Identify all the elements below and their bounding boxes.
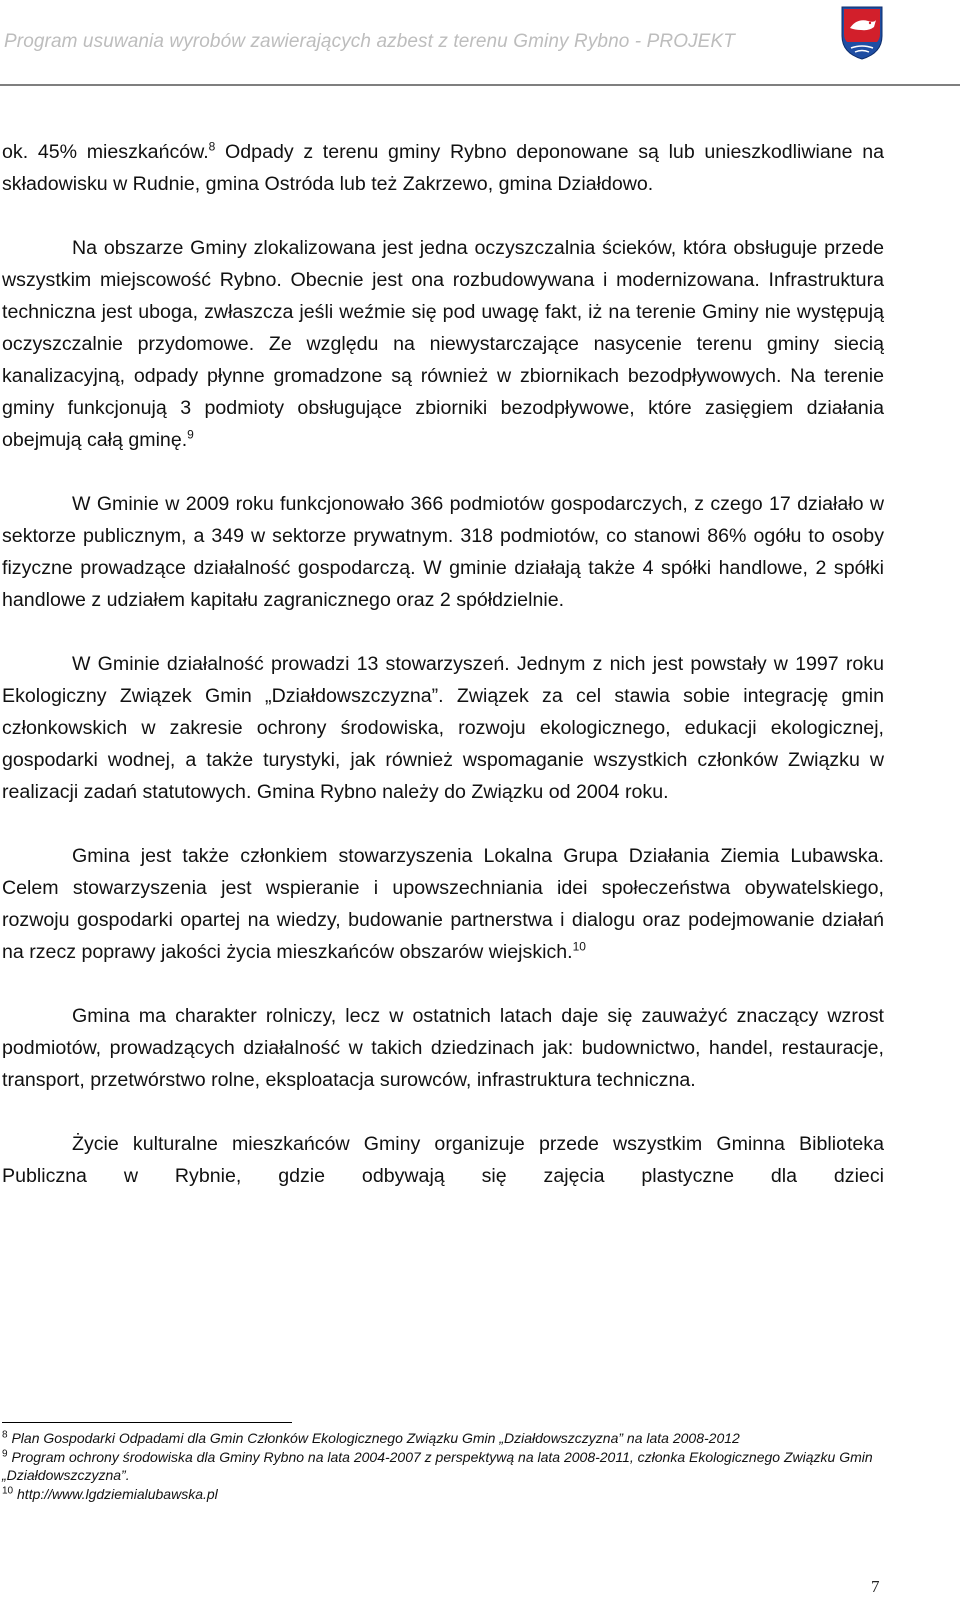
header-divider [0,84,960,86]
footnote-number: 8 [2,1429,8,1441]
footnote-link[interactable]: http://www.lgdziemialubawska.pl [17,1485,218,1502]
paragraph [2,840,884,968]
footnote [2,1448,882,1485]
paragraph-text: Odpady z terenu gminy Rybno deponowane są lub unieszkodliwiane na składowisku w Rudnie, gmina Ostróda lub też Zakrzewo, gmina Działdowo. [2,141,884,195]
footnote-ref: 10 [572,939,586,954]
footnote-divider [2,1422,292,1423]
paragraph-text: Gmina ma charakter rolniczy, lecz w ostatnich latach daje się zauważyć znaczący wzrost podmiotów, prowadzących działalność w takich dziedzinach jak: budownictwo, handel, restauracje, transport, przetwórstwo rolne, eksploatacja surowców, infrastruktura techniczna. [2,1005,884,1091]
header-title: Program usuwania wyrobów zawierających azbest z terenu Gminy Rybno - PROJEKT [4,31,735,52]
paragraph [2,232,884,456]
paragraph [2,488,884,616]
footnote-number: 10 [2,1484,14,1496]
paragraph [2,1000,884,1096]
paragraph-text: Życie kulturalne mieszkańców Gminy organizuje przede wszystkim Gminna Biblioteka Publiczna w Rybnie, gdzie odbywają się zajęcia plastyczne dla dzieci [2,1133,884,1187]
paragraph-text: W Gminie działalność prowadzi 13 stowarzyszeń. Jednym z nich jest powstały w 1997 roku Ekologiczny Związek Gmin „Działdowszczyzna”. Związek za cel stawia sobie integrację gmin członkowskich w zakresie ochrony środowiska, rozwoju ekologicznego, edukacji ekologicznej, gospodarki wodnej, a także turystyki, jak również wspomaganie wszystkich członków Związku w realizacji zadań statutowych. Gmina Rybno należy do Związku od 2004 roku. [2,653,884,803]
document-body [2,136,884,1224]
paragraph-text: Gmina jest także członkiem stowarzyszenia Lokalna Grupa Działania Ziemia Lubawska. Celem stowarzyszenia jest wspieranie i upowszechniania idei społeczeństwa obywatelskiego, rozwoju gospodarki opartej na wiedzy, budowanie partnerstwa i dialogu oraz podejmowanie działań na rzecz poprawy jakości życia mieszkańców obszarów wiejskich. [2,845,884,963]
page-header [0,0,960,86]
footnote-ref: 9 [187,427,194,442]
page-number: 7 [871,1577,880,1596]
paragraph-text: W Gminie w 2009 roku funkcjonowało 366 podmiotów gospodarczych, z czego 17 działało w sektorze publicznym, a 349 w sektorze prywatnym. 318 podmiotów, co stanowi 86% ogółu to osoby fizyczne prowadzące działalność gospodarczą. W gminie działają także 4 spółki handlowe, 2 spółki handlowe z udziałem kapitału zagranicznego oraz 2 spółdzielnie. [2,493,884,611]
footnote-text: Plan Gospodarki Odpadami dla Gmin Członków Ekologicznego Związku Gmin „Działdowszczyzna” na lata 2008-2012 [11,1430,740,1446]
paragraph [2,1128,884,1192]
footnote-number: 9 [2,1447,8,1459]
footnote-text: Program ochrony środowiska dla Gminy Rybno na lata 2004-2007 z perspektywą na lata 2008-2011, członka Ekologicznego Związku Gmin „Działdowszczyzna”. [2,1448,873,1483]
paragraph [2,648,884,808]
coat-of-arms-icon [841,6,883,60]
footnotes [2,1429,882,1503]
paragraph [2,136,884,200]
footnote [2,1485,882,1504]
footnote [2,1429,882,1448]
paragraph-text: ok. 45% mieszkańców. [2,141,209,163]
footnote-ref: 8 [208,139,216,154]
paragraph-text: Na obszarze Gminy zlokalizowana jest jedna oczyszczalnia ścieków, która obsługuje przede wszystkim miejscowość Rybno. Obecnie jest ona rozbudowywana i modernizowana. Infrastruktura techniczna jest uboga, zwłaszcza jeśli weźmie się pod uwagę fakt, iż na terenie Gminy nie występują oczyszczalnie przydomowe. Ze względu na niewystarczające nasycenie terenu gminy siecią kanalizacyjną, odpady płynne gromadzone są również w zbiornikach bezodpływowych. Na terenie gminy funkcjonują 3 podmioty obsługujące zbiorniki bezodpływowe, które zasięgiem działania obejmują całą gminę. [2,237,884,451]
